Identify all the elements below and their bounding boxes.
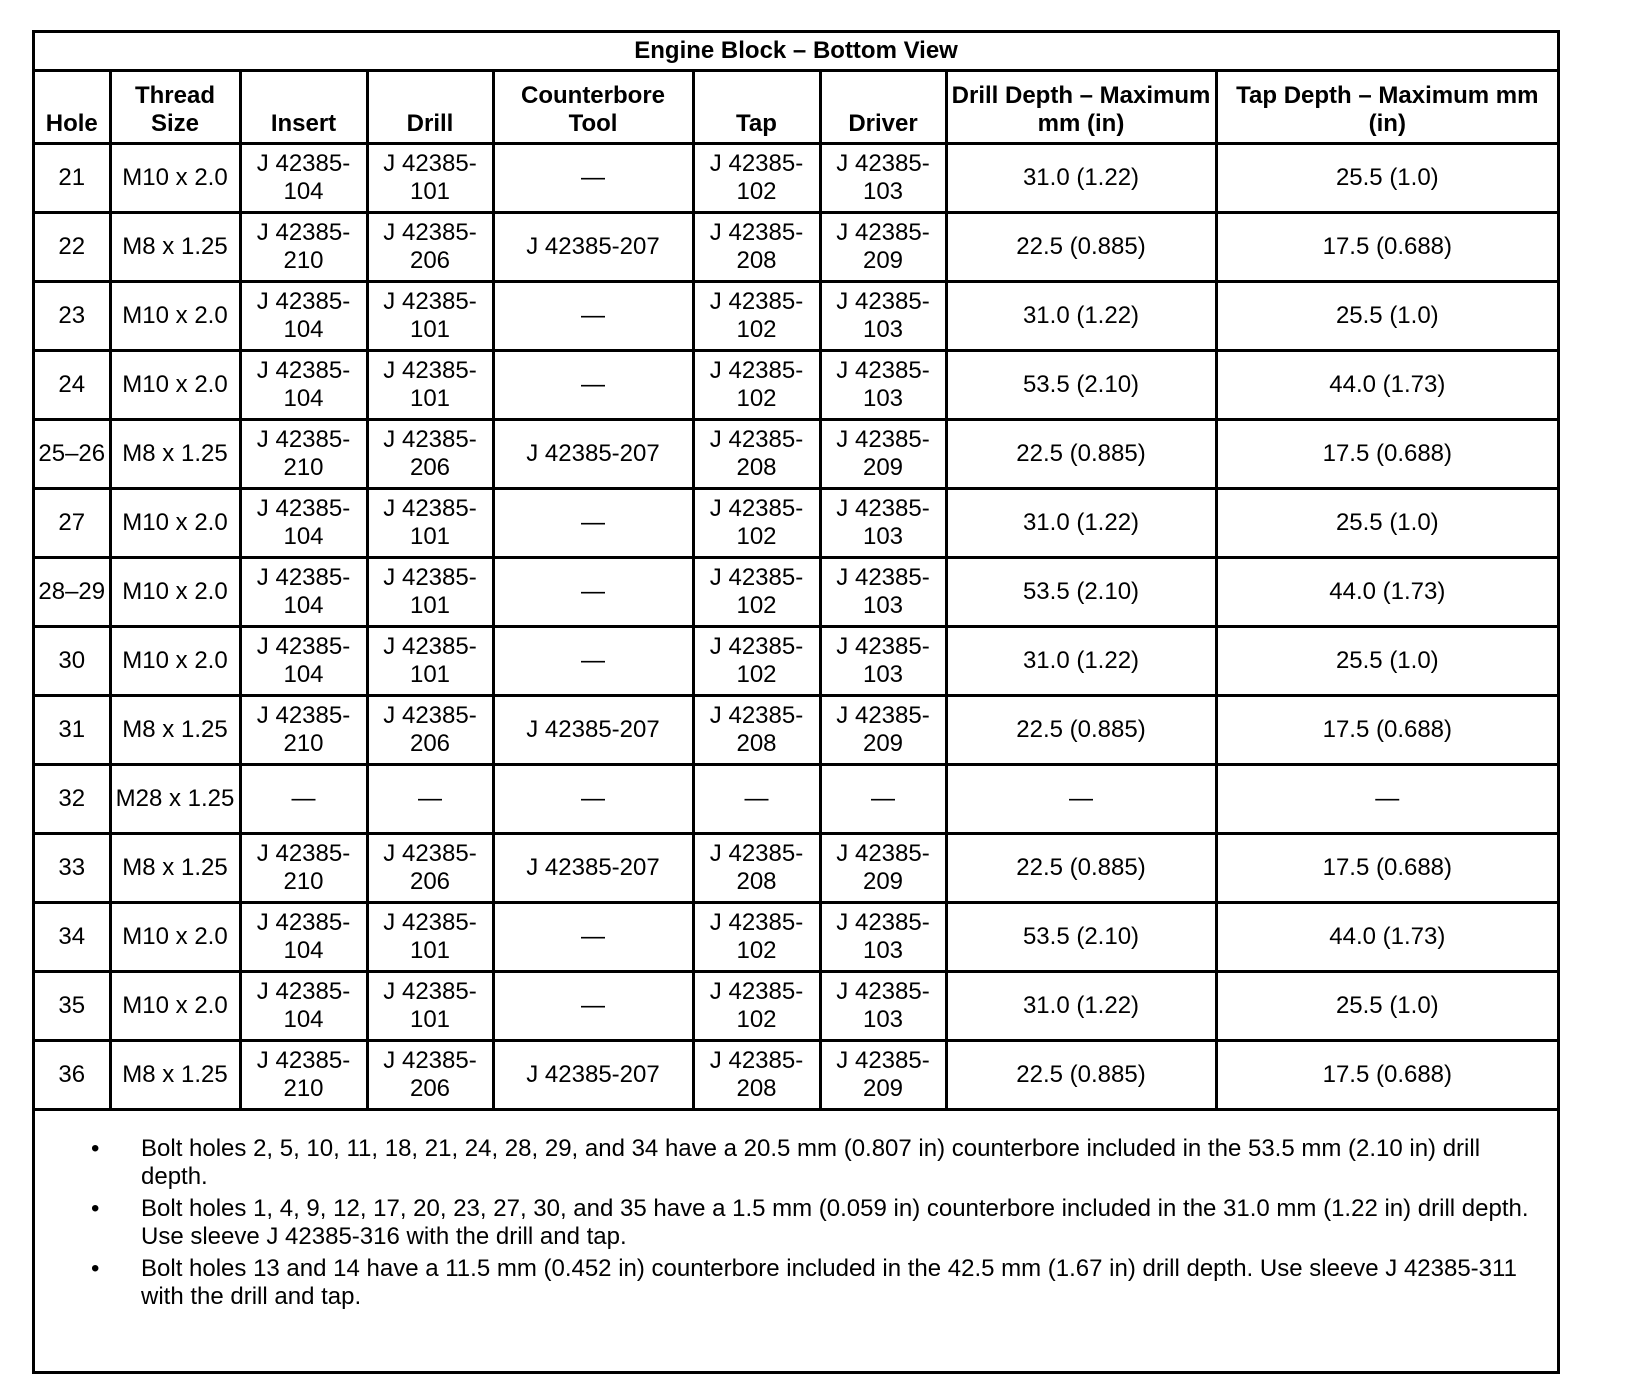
drill-depth-cell: 22.5 (0.885) — [946, 420, 1216, 489]
drill-cell: J 42385-101 — [367, 282, 493, 351]
table-body — [35, 144, 1557, 1110]
hole-cell: 30 — [35, 627, 110, 696]
hole-cell: 24 — [35, 351, 110, 420]
note-item — [35, 1135, 1557, 1191]
tap-depth-cell: 17.5 (0.688) — [1216, 420, 1557, 489]
hole-cell: 35 — [35, 972, 110, 1041]
counterbore-tool-cell: — — [493, 972, 693, 1041]
thread-size-cell: M8 x 1.25 — [110, 696, 240, 765]
counterbore-tool-cell: — — [493, 144, 693, 213]
insert-cell: J 42385-210 — [240, 696, 367, 765]
counterbore-tool-cell: J 42385-207 — [493, 834, 693, 903]
driver-cell: J 42385-103 — [820, 144, 946, 213]
tap-depth-cell: 17.5 (0.688) — [1216, 213, 1557, 282]
tap-cell: J 42385-102 — [693, 972, 820, 1041]
drill-depth-cell: 53.5 (2.10) — [946, 351, 1216, 420]
tap-cell: J 42385-102 — [693, 903, 820, 972]
thread-size-cell: M10 x 2.0 — [110, 972, 240, 1041]
bullet-icon: • — [91, 1135, 100, 1162]
drill-cell: J 42385-206 — [367, 834, 493, 903]
driver-cell: J 42385-209 — [820, 420, 946, 489]
insert-cell: J 42385-104 — [240, 489, 367, 558]
drill-cell: J 42385-101 — [367, 351, 493, 420]
counterbore-tool-cell: — — [493, 351, 693, 420]
counterbore-tool-cell: J 42385-207 — [493, 213, 693, 282]
counterbore-tool-cell: — — [493, 282, 693, 351]
header-insert: Insert — [240, 71, 367, 144]
header-hole: Hole — [35, 71, 110, 144]
note-item — [35, 1255, 1557, 1311]
driver-cell: J 42385-103 — [820, 558, 946, 627]
driver-cell: J 42385-103 — [820, 627, 946, 696]
hole-cell: 32 — [35, 765, 110, 834]
header-tap-depth: Tap Depth – Maximum mm (in) — [1216, 71, 1557, 144]
counterbore-tool-cell: — — [493, 558, 693, 627]
drill-depth-cell: 22.5 (0.885) — [946, 696, 1216, 765]
hole-cell: 23 — [35, 282, 110, 351]
counterbore-tool-cell: — — [493, 489, 693, 558]
drill-depth-cell: 31.0 (1.22) — [946, 489, 1216, 558]
tap-depth-cell: 25.5 (1.0) — [1216, 972, 1557, 1041]
drill-cell: J 42385-101 — [367, 558, 493, 627]
table-row — [35, 765, 1557, 834]
thread-size-cell: M10 x 2.0 — [110, 903, 240, 972]
table-row — [35, 972, 1557, 1041]
drill-depth-cell: 22.5 (0.885) — [946, 213, 1216, 282]
drill-cell: J 42385-206 — [367, 420, 493, 489]
drill-cell: J 42385-101 — [367, 903, 493, 972]
drill-cell: — — [367, 765, 493, 834]
drill-cell: J 42385-206 — [367, 1041, 493, 1110]
driver-cell: J 42385-103 — [820, 282, 946, 351]
tap-cell: J 42385-102 — [693, 282, 820, 351]
hole-cell: 33 — [35, 834, 110, 903]
tap-depth-cell: 25.5 (1.0) — [1216, 282, 1557, 351]
hole-cell: 31 — [35, 696, 110, 765]
table-row — [35, 903, 1557, 972]
header-tap: Tap — [693, 71, 820, 144]
thread-size-cell: M10 x 2.0 — [110, 144, 240, 213]
counterbore-tool-cell: — — [493, 765, 693, 834]
tap-depth-cell: 25.5 (1.0) — [1216, 627, 1557, 696]
table-row — [35, 834, 1557, 903]
hole-cell: 28–29 — [35, 558, 110, 627]
drill-cell: J 42385-101 — [367, 489, 493, 558]
tap-cell: J 42385-208 — [693, 834, 820, 903]
note-text: Bolt holes 2, 5, 10, 11, 18, 21, 24, 28, 29, and 34 have a 20.5 mm (0.807 in) counterbore included in the 53.5 mm (2.10 in) drill depth. — [141, 1135, 1481, 1190]
drill-depth-cell: 53.5 (2.10) — [946, 903, 1216, 972]
table-title: Engine Block – Bottom View — [35, 33, 1557, 71]
driver-cell: J 42385-209 — [820, 834, 946, 903]
hole-cell: 25–26 — [35, 420, 110, 489]
insert-cell: J 42385-210 — [240, 834, 367, 903]
table-row — [35, 420, 1557, 489]
driver-cell: J 42385-209 — [820, 1041, 946, 1110]
notes-list — [35, 1135, 1557, 1311]
insert-cell: J 42385-104 — [240, 903, 367, 972]
drill-cell: J 42385-206 — [367, 696, 493, 765]
thread-size-cell: M10 x 2.0 — [110, 558, 240, 627]
table-row — [35, 489, 1557, 558]
drill-cell: J 42385-206 — [367, 213, 493, 282]
counterbore-tool-cell: — — [493, 903, 693, 972]
counterbore-tool-cell: J 42385-207 — [493, 420, 693, 489]
driver-cell: J 42385-209 — [820, 696, 946, 765]
table-row — [35, 1041, 1557, 1110]
tap-depth-cell: 17.5 (0.688) — [1216, 696, 1557, 765]
table-row — [35, 144, 1557, 213]
tap-depth-cell: 25.5 (1.0) — [1216, 144, 1557, 213]
insert-cell: J 42385-104 — [240, 144, 367, 213]
thread-size-cell: M28 x 1.25 — [110, 765, 240, 834]
note-item — [35, 1195, 1557, 1251]
tap-cell: J 42385-102 — [693, 558, 820, 627]
tap-depth-cell: 25.5 (1.0) — [1216, 489, 1557, 558]
counterbore-tool-cell: J 42385-207 — [493, 696, 693, 765]
tap-cell: J 42385-102 — [693, 627, 820, 696]
table-row — [35, 351, 1557, 420]
tap-cell: J 42385-208 — [693, 1041, 820, 1110]
header-thread-size: Thread Size — [110, 71, 240, 144]
tap-depth-cell: 44.0 (1.73) — [1216, 558, 1557, 627]
tap-cell: J 42385-208 — [693, 696, 820, 765]
note-text: Bolt holes 13 and 14 have a 11.5 mm (0.452 in) counterbore included in the 42.5 mm (1.67 in) drill depth. Use sleeve J 42385-311 with the drill and tap. — [141, 1255, 1517, 1310]
drill-depth-cell: 31.0 (1.22) — [946, 282, 1216, 351]
hole-cell: 22 — [35, 213, 110, 282]
thread-size-cell: M8 x 1.25 — [110, 1041, 240, 1110]
table-row — [35, 282, 1557, 351]
driver-cell: J 42385-103 — [820, 489, 946, 558]
drill-depth-cell: 31.0 (1.22) — [946, 144, 1216, 213]
header-drill: Drill — [367, 71, 493, 144]
thread-size-cell: M10 x 2.0 — [110, 489, 240, 558]
driver-cell: J 42385-103 — [820, 903, 946, 972]
hole-cell: 21 — [35, 144, 110, 213]
tap-depth-cell: — — [1216, 765, 1557, 834]
tap-cell: J 42385-208 — [693, 420, 820, 489]
drill-depth-cell: 22.5 (0.885) — [946, 834, 1216, 903]
thread-size-cell: M10 x 2.0 — [110, 282, 240, 351]
insert-cell: J 42385-104 — [240, 558, 367, 627]
hole-cell: 27 — [35, 489, 110, 558]
insert-cell: J 42385-210 — [240, 420, 367, 489]
hole-cell: 36 — [35, 1041, 110, 1110]
tap-depth-cell: 17.5 (0.688) — [1216, 1041, 1557, 1110]
table-row — [35, 558, 1557, 627]
tap-cell: J 42385-102 — [693, 489, 820, 558]
tap-cell: J 42385-102 — [693, 144, 820, 213]
drill-cell: J 42385-101 — [367, 627, 493, 696]
header-driver: Driver — [820, 71, 946, 144]
table-row — [35, 627, 1557, 696]
insert-cell: J 42385-210 — [240, 213, 367, 282]
table-row — [35, 696, 1557, 765]
insert-cell: J 42385-104 — [240, 282, 367, 351]
drill-depth-cell: 22.5 (0.885) — [946, 1041, 1216, 1110]
tap-depth-cell: 44.0 (1.73) — [1216, 351, 1557, 420]
driver-cell: J 42385-103 — [820, 972, 946, 1041]
header-row — [35, 71, 1557, 144]
bullet-icon: • — [91, 1195, 100, 1222]
tap-cell: J 42385-208 — [693, 213, 820, 282]
bullet-icon: • — [91, 1255, 100, 1282]
drill-depth-cell: — — [946, 765, 1216, 834]
header-drill-depth: Drill Depth – Maximum mm (in) — [946, 71, 1216, 144]
drill-depth-cell: 31.0 (1.22) — [946, 972, 1216, 1041]
engine-block-table-frame — [32, 30, 1560, 1374]
hole-cell: 34 — [35, 903, 110, 972]
thread-size-cell: M10 x 2.0 — [110, 627, 240, 696]
counterbore-tool-cell: J 42385-207 — [493, 1041, 693, 1110]
tap-depth-cell: 17.5 (0.688) — [1216, 834, 1557, 903]
drill-cell: J 42385-101 — [367, 972, 493, 1041]
drill-cell: J 42385-101 — [367, 144, 493, 213]
engine-block-table — [35, 33, 1557, 1111]
drill-depth-cell: 31.0 (1.22) — [946, 627, 1216, 696]
driver-cell: J 42385-209 — [820, 213, 946, 282]
drill-depth-cell: 53.5 (2.10) — [946, 558, 1216, 627]
tap-cell: — — [693, 765, 820, 834]
thread-size-cell: M10 x 2.0 — [110, 351, 240, 420]
notes-section — [35, 1135, 1557, 1315]
insert-cell: J 42385-104 — [240, 351, 367, 420]
counterbore-tool-cell: — — [493, 627, 693, 696]
insert-cell: — — [240, 765, 367, 834]
driver-cell: J 42385-103 — [820, 351, 946, 420]
note-text: Bolt holes 1, 4, 9, 12, 17, 20, 23, 27, 30, and 35 have a 1.5 mm (0.059 in) counterbore included in the 31.0 mm (1.22 in) drill depth. Use sleeve J 42385-316 with the drill and tap. — [141, 1195, 1529, 1250]
thread-size-cell: M8 x 1.25 — [110, 834, 240, 903]
tap-cell: J 42385-102 — [693, 351, 820, 420]
table-row — [35, 213, 1557, 282]
insert-cell: J 42385-104 — [240, 627, 367, 696]
driver-cell: — — [820, 765, 946, 834]
tap-depth-cell: 44.0 (1.73) — [1216, 903, 1557, 972]
thread-size-cell: M8 x 1.25 — [110, 420, 240, 489]
insert-cell: J 42385-210 — [240, 1041, 367, 1110]
insert-cell: J 42385-104 — [240, 972, 367, 1041]
thread-size-cell: M8 x 1.25 — [110, 213, 240, 282]
header-counterbore-tool: Counterbore Tool — [493, 71, 693, 144]
